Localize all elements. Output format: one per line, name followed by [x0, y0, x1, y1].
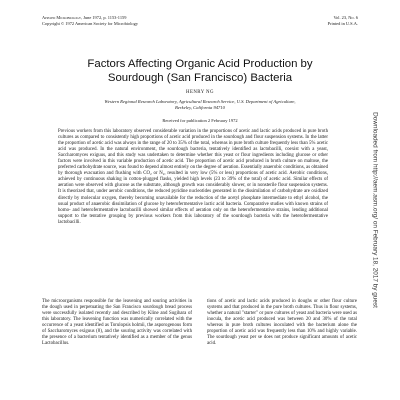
title-line-1: Factors Affecting Organic Acid Production by — [87, 58, 313, 70]
printed-in: Printed in U.S.A. — [327, 20, 358, 26]
received-date: Received for publication 2 February 1972 — [162, 118, 238, 123]
journal-name: Applied Microbiology, — [42, 15, 83, 20]
journal-header-right — [328, 15, 358, 26]
journal-header-left — [42, 15, 138, 26]
author: HENRY NG — [186, 90, 214, 95]
download-watermark — [370, 60, 380, 360]
title-line-2: Sourdough (San Francisco) Bacteria — [107, 72, 293, 84]
body-column-right: tions of acetic and lactic acids produced in doughs or other flour culture systems and that produced in the pure broth cultures. Thus in flour systems, whether a natural "starter" or pure cultures of yeast and bacteria were used as inocula, the acetic acid produced was between 20 and 30% of the total whereas in pure broth cultures inoculated with the bacterium alone the proportion of acetic acid was frequently less than 10% and highly variable. The sourdough yeast per se does not produce significant amounts of acetic acid. — [207, 299, 357, 347]
affiliation — [0, 99, 400, 111]
affiliation-line-2: Berkeley, California 94710 — [175, 104, 225, 110]
volume-issue: Vol. 23, No. 6 — [333, 15, 358, 20]
affiliation-line-1: Western Regional Research Laboratory, Agricultural Research Service, U.S. Department of Agriculture, — [104, 99, 296, 104]
abstract: Previous workers from this laboratory observed considerable variation in the proportions of acetic and lactic acids produced in pure broth cultures as compared to consistently high proportions of acetic acid produced in the sourdough and flour suspension systems. In the latter the proportion of acetic acid was always in the range of 20 to 35% of the total, whereas in pure broth culture frequently less than 5% acetic acid was produced. In the natural environment, the sourdough bacteria, tentatively identified as lactobacilli, coexist with a yeast, Saccharomyces exiguus, and this study was undertaken to determine whether this yeast or flour ingredients including glucose or other factors were involved in this variable production of acetic acid. The proportion of acetic acid produced in broth culture on maltose, the preferred carbohydrate source, was found to depend almost entirely on the degree of aeration. Essentially anaerobic conditions, as obtained by thorough evacuation and flushing with CO₂ or N₂, resulted in very low (5% or less) proportions of acetic acid. Aerobic conditions, achieved by continuous shaking in cotton-plugged flasks, yielded high levels (23 to 39% of the total) of acetic acid. Similar effects of aeration were observed with glucose as the substrate, although growth was considerably slower, or in nonsterile flour suspension systems. It is theorized that, under aerobic conditions, the reduced pyridine nucleotides generated in the dissimilation of carbohydrate are oxidized directly by molecular oxygen, thereby becoming unavailable for the reduction of the acetyl phosphate intermediate to ethyl alcohol, the usual product of anaerobic dissimilation of glucose by heterofermentative lactic acid bacteria. Comparative studies with known strains of homo- and heterofermentative lactobacilli showed similar effects of aeration only on the heterofermentative strains, lending additional support to the tentative grouping by previous workers from this laboratory of the sourdough bacteria with the heterofermentative lactobacilli. — [58, 129, 328, 225]
copyright: Copyright © 1972 American Society for Microbiology — [42, 20, 139, 26]
body-column-left: The microorganisms responsible for the leavening and souring activities in the dough used in perpetuating the San Francisco sourdough bread process were successfully isolated recently and described by Kline and Sugihara of this laboratory. The leavening function was numerically correlated with the occurrence of a yeast identified as Torulopsis holmii, the asporogenous form of Saccharomyces exiguus (8), and the souring activity was correlated with the presence of a bacterium tentatively identified as a member of the genus Lactobacillus. — [42, 299, 192, 347]
download-notice: Downloaded from http://aem.asm.org/ on February 18, 2017 by guest — [371, 112, 379, 308]
issue-date: June 1972, p. 1153-1159 — [83, 15, 127, 20]
article-title — [0, 57, 400, 85]
